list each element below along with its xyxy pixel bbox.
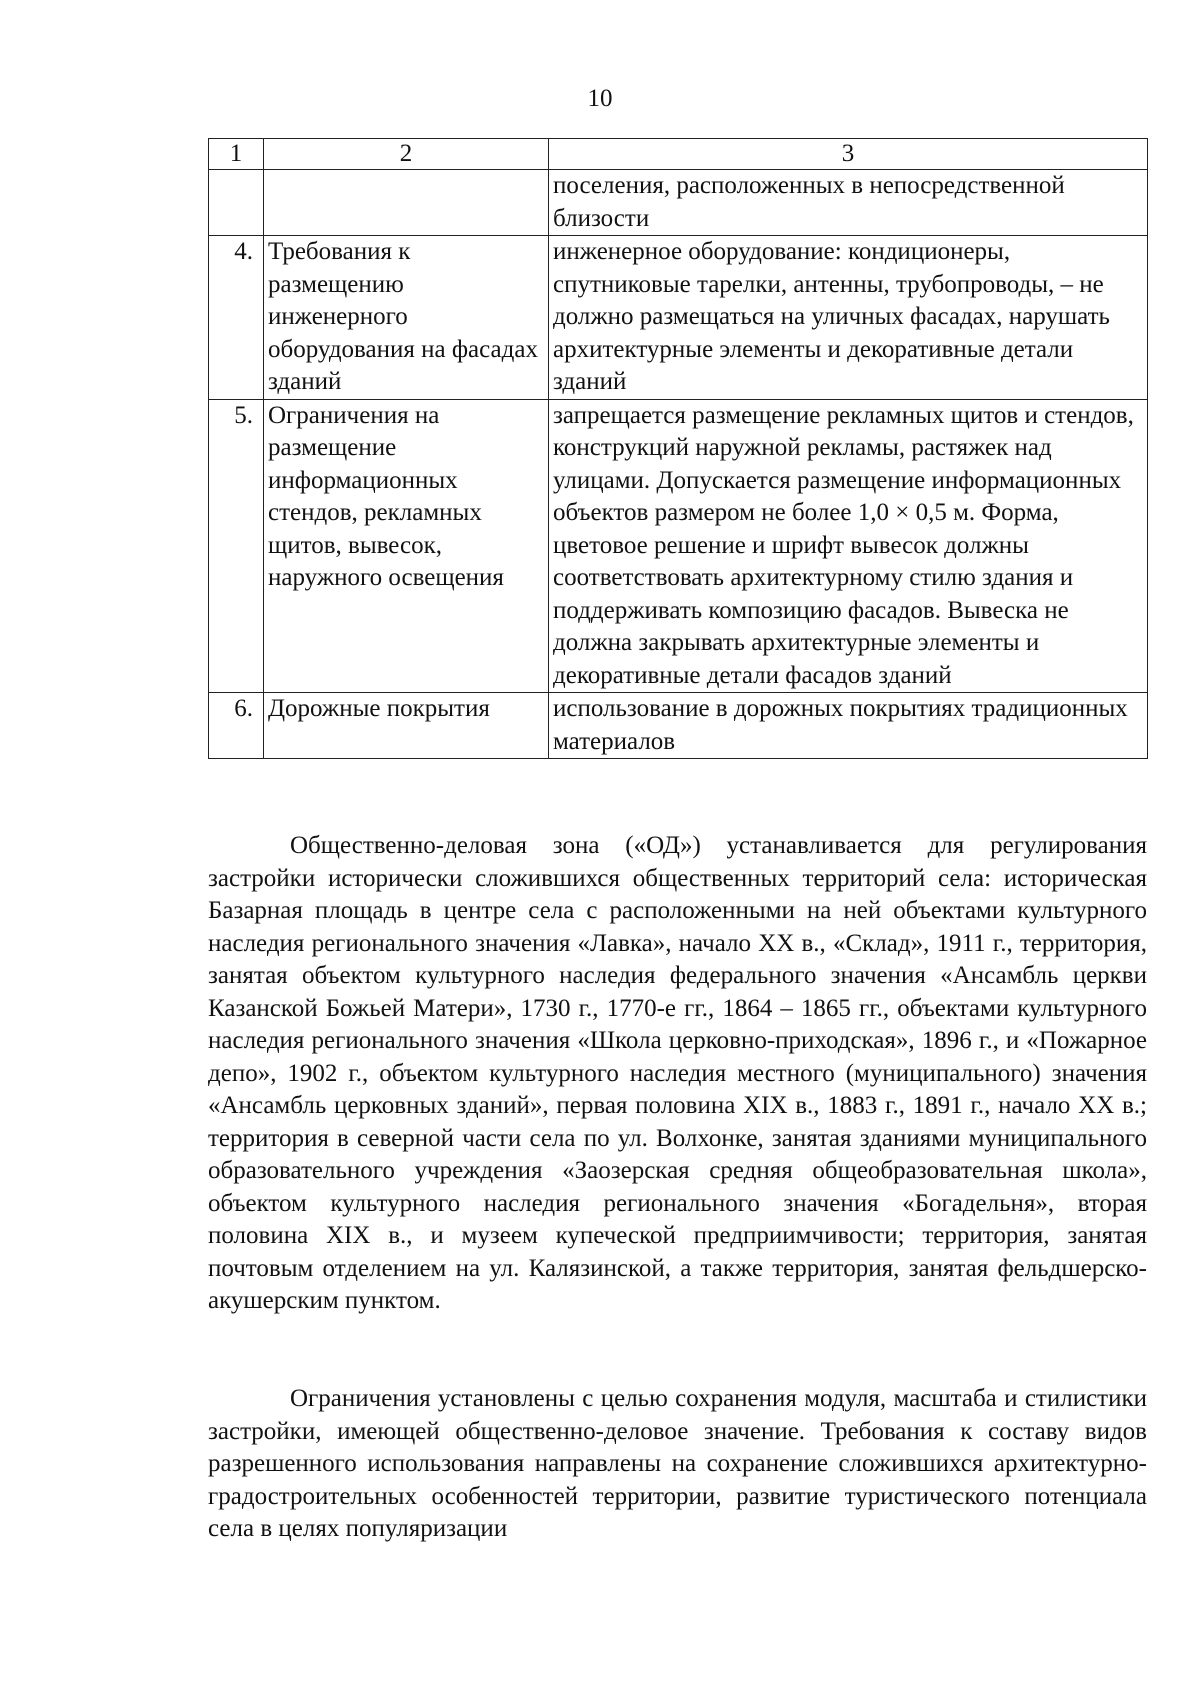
table-header-row: [209, 139, 1148, 170]
row-description: использование в дорожных покрытиях традиционных материалов: [549, 693, 1148, 759]
row-description: инженерное оборудование: кондиционеры, спутниковые тарелки, антенны, трубопроводы, – не должно размещаться на уличных фасадах, нарушать архитектурные элементы и декоративные детали зданий: [549, 236, 1148, 400]
row-name: Дорожные покрытия: [264, 693, 549, 759]
paragraph-text: Ограничения установлены с целью сохранения модуля, масштаба и стилистики застройки, имеющей общественно-деловое значение. Требования к составу видов разрешенного использования направлены на сохранение сложившихся архитектурно-градостроительных особенностей территории, развитие туристического потенциала села в целях популяризации: [208, 1385, 1147, 1542]
row-number: [209, 170, 264, 236]
page-number: 10: [587, 85, 613, 112]
table-header-cell: 1: [209, 139, 264, 170]
paragraph-text: Общественно-деловая зона («ОД») устанавливается для регулирования застройки исторически сложившихся общественных территорий села: историческая Базарная площадь в центре села с расположенными на ней объектами культурного наследия регионального значения «Лавка», начало XX в., «Склад», 1911 г., территория, занятая объектом культурного наследия федерального значения «Ансамбль церкви Казанской Божьей Матери», 1730 г., 1770-е гг., 1864 – 1865 гг., объектами культурного наследия регионального значения «Школа церковно-приходская», 1896 г., и «Пожарное депо», 1902 г., объектом культурного наследия местного (муниципального) значения «Ансамбль церковных зданий», первая половина XIX в., 1883 г., 1891 г., начало XX в.; территория в северной части села по ул. Волхонке, занятая зданиями муниципального образовательного учреждения «Заозерская средняя общеобразовательная школа», объектом культурного наследия регионального значения «Богадельня», вторая половина XIX в., и музеем купеческой предприимчивости; территория, занятая почтовым отделением на ул. Калязинской, а также территория, занятая фельдшерско-акушерским пунктом.: [208, 832, 1147, 1314]
row-name: [264, 170, 549, 236]
row-number: 4.: [209, 236, 264, 400]
table-row: [209, 236, 1148, 400]
row-description: поселения, расположенных в непосредственной близости: [549, 170, 1148, 236]
row-name: Ограничения на размещение информационных стендов, рекламных щитов, вывесок, наружного освещения: [264, 399, 549, 693]
row-name: Требования к размещению инженерного оборудования на фасадах зданий: [264, 236, 549, 400]
row-number: 5.: [209, 399, 264, 693]
row-number: 6.: [209, 693, 264, 759]
table-row: [209, 693, 1148, 759]
table-header-cell: 2: [264, 139, 549, 170]
body-paragraph-1: [208, 830, 1147, 1318]
requirements-table: [208, 138, 1148, 759]
body-paragraph-2: [208, 1383, 1147, 1546]
table-row: [209, 170, 1148, 236]
table-row: [209, 399, 1148, 693]
row-description: запрещается размещение рекламных щитов и стендов, конструкций наружной рекламы, растяжек над улицами. Допускается размещение информационных объектов размером не более 1,0 × 0,5 м. Форма, цветовое решение и шрифт вывесок должны соответствовать архитектурному стилю здания и поддерживать композицию фасадов. Вывеска не должна закрывать архитектурные элементы и декоративные детали фасадов зданий: [549, 399, 1148, 693]
table-header-cell: 3: [549, 139, 1148, 170]
